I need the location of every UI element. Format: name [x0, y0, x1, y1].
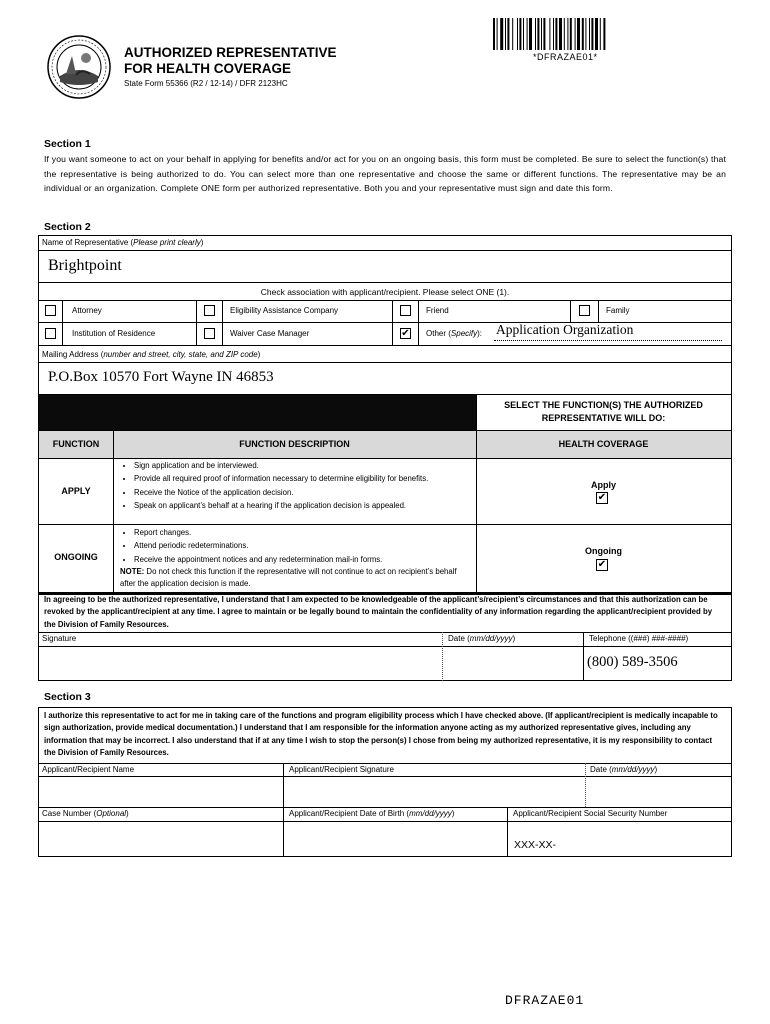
- function-description-item: • Receive the appointment notices and any redetermination mail-in forms.: [134, 553, 470, 566]
- apply-description: [120, 459, 470, 512]
- rep-name-field[interactable]: Brightpoint: [48, 257, 122, 274]
- form-title-line1: AUTHORIZED REPRESENTATIVE: [124, 45, 337, 60]
- barcode-bar: [517, 18, 518, 50]
- case-number-label-prefix: Case Number (: [42, 809, 97, 818]
- dob-label-hint: mm/dd/yyyy: [409, 809, 452, 818]
- dob-label-prefix: Applicant/Recipient Date of Birth (: [289, 809, 410, 818]
- barcode-bar: [493, 18, 495, 50]
- barcode-bar: [535, 18, 536, 50]
- barcode-bar: [575, 18, 576, 50]
- divider: [598, 300, 599, 322]
- institution-checkbox[interactable]: [45, 328, 56, 339]
- divider: [196, 300, 197, 345]
- attorney-checkbox[interactable]: [45, 305, 56, 316]
- barcode-bar: [519, 18, 521, 50]
- select-functions-header-line1: SELECT THE FUNCTION(S) THE AUTHORIZED: [504, 400, 703, 410]
- barcode-bar: [543, 18, 545, 50]
- rep-date-field[interactable]: [445, 648, 580, 678]
- divider: [442, 632, 443, 681]
- barcode-bar: [577, 18, 580, 50]
- rep-signature-label: Signature: [42, 634, 77, 643]
- state-seal-logo: [46, 34, 112, 100]
- mailing-address-label-hint: number and street, city, state, and ZIP code: [103, 350, 258, 359]
- divider: [583, 632, 584, 681]
- case-number-label: [42, 809, 129, 818]
- footer-form-code: DFRAZAE01: [505, 993, 585, 1008]
- section1-title: Section 1: [44, 138, 91, 150]
- dob-label: [289, 809, 454, 818]
- rep-name-label-prefix: Name of Representative (: [42, 238, 134, 247]
- eligibility-label: Eligibility Assistance Company: [230, 306, 339, 315]
- applicant-name-field[interactable]: [40, 778, 280, 805]
- other-label-prefix: Other (: [426, 329, 451, 338]
- mailing-address-label-suffix: ): [257, 350, 261, 359]
- select-functions-header: [476, 395, 731, 430]
- divider: [38, 524, 732, 525]
- ongoing-description-list: [120, 526, 470, 566]
- rep-name-label-hint: Please print clearly: [133, 238, 201, 247]
- barcode: [493, 18, 641, 50]
- divider: [585, 763, 586, 807]
- divider: [38, 776, 732, 777]
- divider: [494, 340, 722, 341]
- applicant-date-label-hint: mm/dd/yyyy: [611, 765, 655, 774]
- divider: [38, 362, 732, 363]
- divider: [476, 395, 477, 592]
- barcode-bar: [549, 18, 550, 50]
- apply-check-label: Apply: [590, 480, 616, 490]
- other-checkbox[interactable]: ✔: [401, 328, 410, 339]
- agreement-text: In agreeing to be the authorized representative, I understand that I am expected to be knowledgeable of the applicant’s/recipient’s circumstances and that this authorization can be revoked by the applicant/recipient at any time. I agree to maintain or be legally bound to maintain the confidentiality of any information regarding the applicant/recipient provided by the Division of Family Resources.: [44, 595, 713, 629]
- divider: [222, 300, 223, 345]
- applicant-date-label-prefix: Date (: [590, 765, 612, 774]
- ongoing-check-label: Ongoing: [585, 546, 622, 556]
- applicant-name-label: Applicant/Recipient Name: [42, 765, 135, 774]
- barcode-bar: [555, 18, 557, 50]
- applicant-signature-label: Applicant/Recipient Signature: [289, 765, 394, 774]
- divider: [507, 807, 508, 857]
- barcode-bar: [600, 18, 601, 50]
- ssn-label: Applicant/Recipient Social Security Number: [513, 809, 668, 818]
- rep-date-label: [448, 634, 515, 643]
- divider: [38, 632, 732, 633]
- case-number-label-suffix: ): [126, 809, 129, 818]
- case-number-label-hint: Optional: [96, 809, 127, 818]
- other-specify-field[interactable]: Application Organization: [496, 322, 634, 337]
- barcode-bar: [564, 18, 565, 50]
- function-description-item: • Provide all required proof of information necessary to determine eligibility for benefits.: [134, 472, 470, 485]
- barcode-bar: [500, 18, 503, 50]
- ongoing-note-text: Do not check this function if the representative will not continue to act on recipient’s behalf after the application decision is made.: [120, 566, 457, 589]
- function-description-item: • Receive the Notice of the application decision.: [134, 486, 470, 499]
- divider: [283, 763, 284, 807]
- association-label: Check association with applicant/recipient. Please select ONE (1).: [260, 287, 510, 297]
- family-checkbox[interactable]: [579, 305, 590, 316]
- divider: [38, 300, 732, 301]
- barcode-bar: [603, 18, 605, 50]
- description-column-header: FUNCTION DESCRIPTION: [239, 439, 350, 449]
- family-label: Family: [606, 306, 630, 315]
- rep-signature-field[interactable]: [40, 648, 440, 678]
- barcode-bar: [553, 18, 554, 50]
- barcode-bar: [527, 18, 528, 50]
- rep-phone-field[interactable]: (800) 589-3506: [587, 654, 678, 670]
- barcode-bar: [582, 18, 584, 50]
- barcode-bar: [591, 18, 593, 50]
- function-description-item: • Report changes.: [134, 526, 470, 539]
- barcode-bar: [512, 18, 513, 50]
- applicant-date-field[interactable]: [588, 778, 728, 805]
- form-title-line2: FOR HEALTH COVERAGE: [124, 61, 292, 76]
- divider: [62, 300, 63, 345]
- rep-date-label-hint: mm/dd/yyyy: [469, 634, 513, 643]
- other-label: [426, 329, 482, 338]
- apply-description-list: [120, 459, 470, 512]
- dob-label-suffix: ): [451, 809, 455, 818]
- ongoing-note-label: NOTE:: [120, 566, 145, 576]
- rep-name-label: [42, 238, 203, 247]
- divider: [418, 300, 419, 345]
- case-number-field[interactable]: [40, 823, 280, 854]
- friend-checkbox[interactable]: [400, 305, 411, 316]
- applicant-date-label: [590, 765, 657, 774]
- function-header-dark-band: [39, 395, 476, 430]
- function-description-item: • Sign application and be interviewed.: [134, 459, 470, 472]
- rep-phone-label: Telephone ((###) ###-####): [589, 634, 689, 643]
- ongoing-note: [120, 566, 470, 591]
- health-coverage-column-header: HEALTH COVERAGE: [558, 439, 649, 449]
- eligibility-checkbox[interactable]: [204, 305, 215, 316]
- divider: [38, 282, 732, 283]
- barcode-bar: [570, 18, 572, 50]
- barcode-label: *DFRAZAE01*: [533, 52, 598, 62]
- ongoing-description: [120, 526, 470, 591]
- function-description-item: • Attend periodic redeterminations.: [134, 539, 470, 552]
- institution-label: Institution of Residence: [72, 329, 156, 338]
- barcode-bar: [529, 18, 532, 50]
- waiver-label: Waiver Case Manager: [230, 329, 310, 338]
- ssn-field[interactable]: XXX-XX-: [514, 839, 557, 851]
- friend-label: Friend: [426, 306, 449, 315]
- barcode-bar: [567, 18, 568, 50]
- ongoing-function-label: ONGOING: [54, 552, 98, 562]
- barcode-bar: [595, 18, 598, 50]
- barcode-bar: [537, 18, 539, 50]
- divider: [38, 250, 732, 251]
- barcode-bar: [589, 18, 590, 50]
- ongoing-checkbox[interactable]: ✔: [597, 559, 607, 570]
- dob-field[interactable]: [286, 823, 504, 854]
- waiver-checkbox[interactable]: [204, 328, 215, 339]
- applicant-signature-field[interactable]: [286, 778, 581, 805]
- mailing-address-label-prefix: Mailing Address (: [42, 350, 104, 359]
- divider: [570, 300, 571, 322]
- barcode-bar: [497, 18, 498, 50]
- rep-name-label-suffix: ): [200, 238, 204, 247]
- rep-date-label-suffix: ): [512, 634, 516, 643]
- function-column-header: FUNCTION: [52, 439, 100, 449]
- applicant-date-label-suffix: ): [654, 765, 658, 774]
- divider: [38, 646, 732, 647]
- rep-date-label-prefix: Date (: [448, 634, 470, 643]
- divider: [392, 300, 393, 345]
- apply-checkbox[interactable]: ✔: [597, 492, 607, 503]
- barcode-bar: [585, 18, 586, 50]
- divider: [38, 807, 732, 808]
- mailing-address-label: [42, 350, 260, 359]
- divider: [38, 345, 732, 346]
- mailing-address-field[interactable]: P.O.Box 10570 Fort Wayne IN 46853: [48, 369, 274, 385]
- other-label-suffix: ):: [477, 329, 483, 338]
- divider: [38, 821, 732, 822]
- form-title: [124, 45, 337, 77]
- form-number: State Form 55366 (R2 / 12-14) / DFR 2123HC: [124, 79, 288, 88]
- function-description-item: • Speak on applicant’s behalf at a hearing if the application decision is appealed.: [134, 499, 470, 512]
- section3-title: Section 3: [44, 691, 91, 703]
- section1-text: If you want someone to act on your behalf in applying for benefits and/or act for you on an ongoing basis, this form must be completed. Be sure to select the function(s) that the representative is being authorized to do. You can select more than one representative and choose the same or different functions. The representative may be an individual or an organization. Complete ONE form per authorized representative. Both you and your representative must sign and date this form.: [44, 154, 726, 193]
- divider: [283, 807, 284, 857]
- barcode-bar: [559, 18, 562, 50]
- divider: [38, 763, 732, 764]
- divider: [113, 430, 114, 592]
- attorney-label: Attorney: [72, 306, 102, 315]
- section3-text: I authorize this representative to act for me in taking care of the functions and program eligibility process which I have checked above. (If applicant/recipient is medically incapable to sign authorization, provide medical documentation.) I understand that I am responsible for the information anyone acting as my authorized representative gives, including any information that may be incorrect. I also understand that if at any time I wish to stop the person(s) I chose from being my authorized representative, it is my responsibility to contact the Division of Family Resources.: [44, 711, 718, 757]
- section2-title: Section 2: [44, 221, 91, 233]
- barcode-bar: [541, 18, 542, 50]
- select-functions-header-line2: REPRESENTATIVE WILL DO:: [541, 413, 666, 423]
- barcode-bar: [507, 18, 509, 50]
- apply-function-label: APPLY: [61, 486, 91, 496]
- other-label-hint: Specify: [450, 329, 478, 338]
- barcode-bar: [505, 18, 506, 50]
- barcode-bar: [523, 18, 524, 50]
